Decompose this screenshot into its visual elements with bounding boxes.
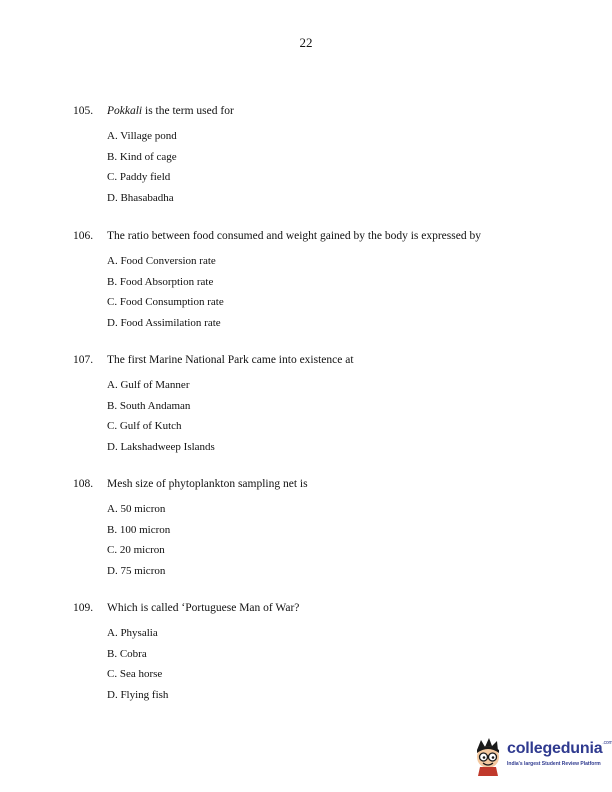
question-text: The ratio between food consumed and weight gained by the body is expressed by <box>107 230 481 242</box>
question-number: 108. <box>73 478 94 490</box>
option-d: D. Bhasabadha <box>107 191 174 204</box>
options-list <box>107 503 543 578</box>
page-number: 22 <box>299 35 313 50</box>
logo-suffix: .com <box>602 740 612 746</box>
question-number: 109. <box>73 602 94 614</box>
logo-tagline: India's largest Student Review Platform <box>507 761 601 767</box>
question-stem <box>73 104 543 118</box>
question-stem <box>73 353 543 367</box>
option-a: A. Village pond <box>107 130 177 142</box>
question-number: 107. <box>73 354 94 366</box>
option-d: D. Flying fish <box>107 688 169 701</box>
question-text: Mesh size of phytoplankton sampling net is <box>107 478 308 490</box>
option-d: D. Food Assimilation rate <box>107 316 221 329</box>
question-stem <box>73 229 543 243</box>
question-109 <box>73 601 543 709</box>
option-c: C. Gulf of Kutch <box>107 420 182 433</box>
options-list <box>107 130 543 205</box>
question-text <box>107 105 234 117</box>
question-text: The first Marine National Park came into existence at <box>107 354 354 366</box>
option-b: B. Food Absorption rate <box>107 275 214 288</box>
question-text-italic: Pokkali <box>107 105 143 117</box>
option-c: C. 20 micron <box>107 544 165 557</box>
question-stem <box>73 601 543 615</box>
option-d: D. Lakshadweep Islands <box>107 440 215 453</box>
option-a: A. 50 micron <box>107 503 166 515</box>
option-b: B. Cobra <box>107 647 147 660</box>
logo-wordmark <box>507 740 612 758</box>
question-stem <box>73 477 543 491</box>
question-107 <box>73 353 543 461</box>
option-a: A. Physalia <box>107 627 158 639</box>
option-a: A. Gulf of Manner <box>107 379 190 391</box>
option-b: B. Kind of cage <box>107 150 177 163</box>
question-text: Which is called ‘Portuguese Man of War? <box>107 602 300 614</box>
question-106 <box>73 229 543 337</box>
logo-name: collegedunia <box>507 740 603 757</box>
question-text-rest: is the term used for <box>142 105 234 117</box>
options-list <box>107 379 543 454</box>
option-d: D. 75 micron <box>107 564 166 577</box>
mascot-icon <box>471 736 505 776</box>
question-105 <box>73 104 543 212</box>
option-b: B. 100 micron <box>107 523 171 536</box>
options-list <box>107 255 543 330</box>
option-c: C. Sea horse <box>107 668 163 681</box>
collegedunia-logo <box>471 736 612 778</box>
question-108 <box>73 477 543 585</box>
option-c: C. Paddy field <box>107 171 171 184</box>
option-a: A. Food Conversion rate <box>107 255 216 267</box>
option-c: C. Food Consumption rate <box>107 296 224 309</box>
options-list <box>107 627 543 702</box>
question-number: 105. <box>73 105 94 117</box>
option-b: B. South Andaman <box>107 399 191 412</box>
question-number: 106. <box>73 230 94 242</box>
